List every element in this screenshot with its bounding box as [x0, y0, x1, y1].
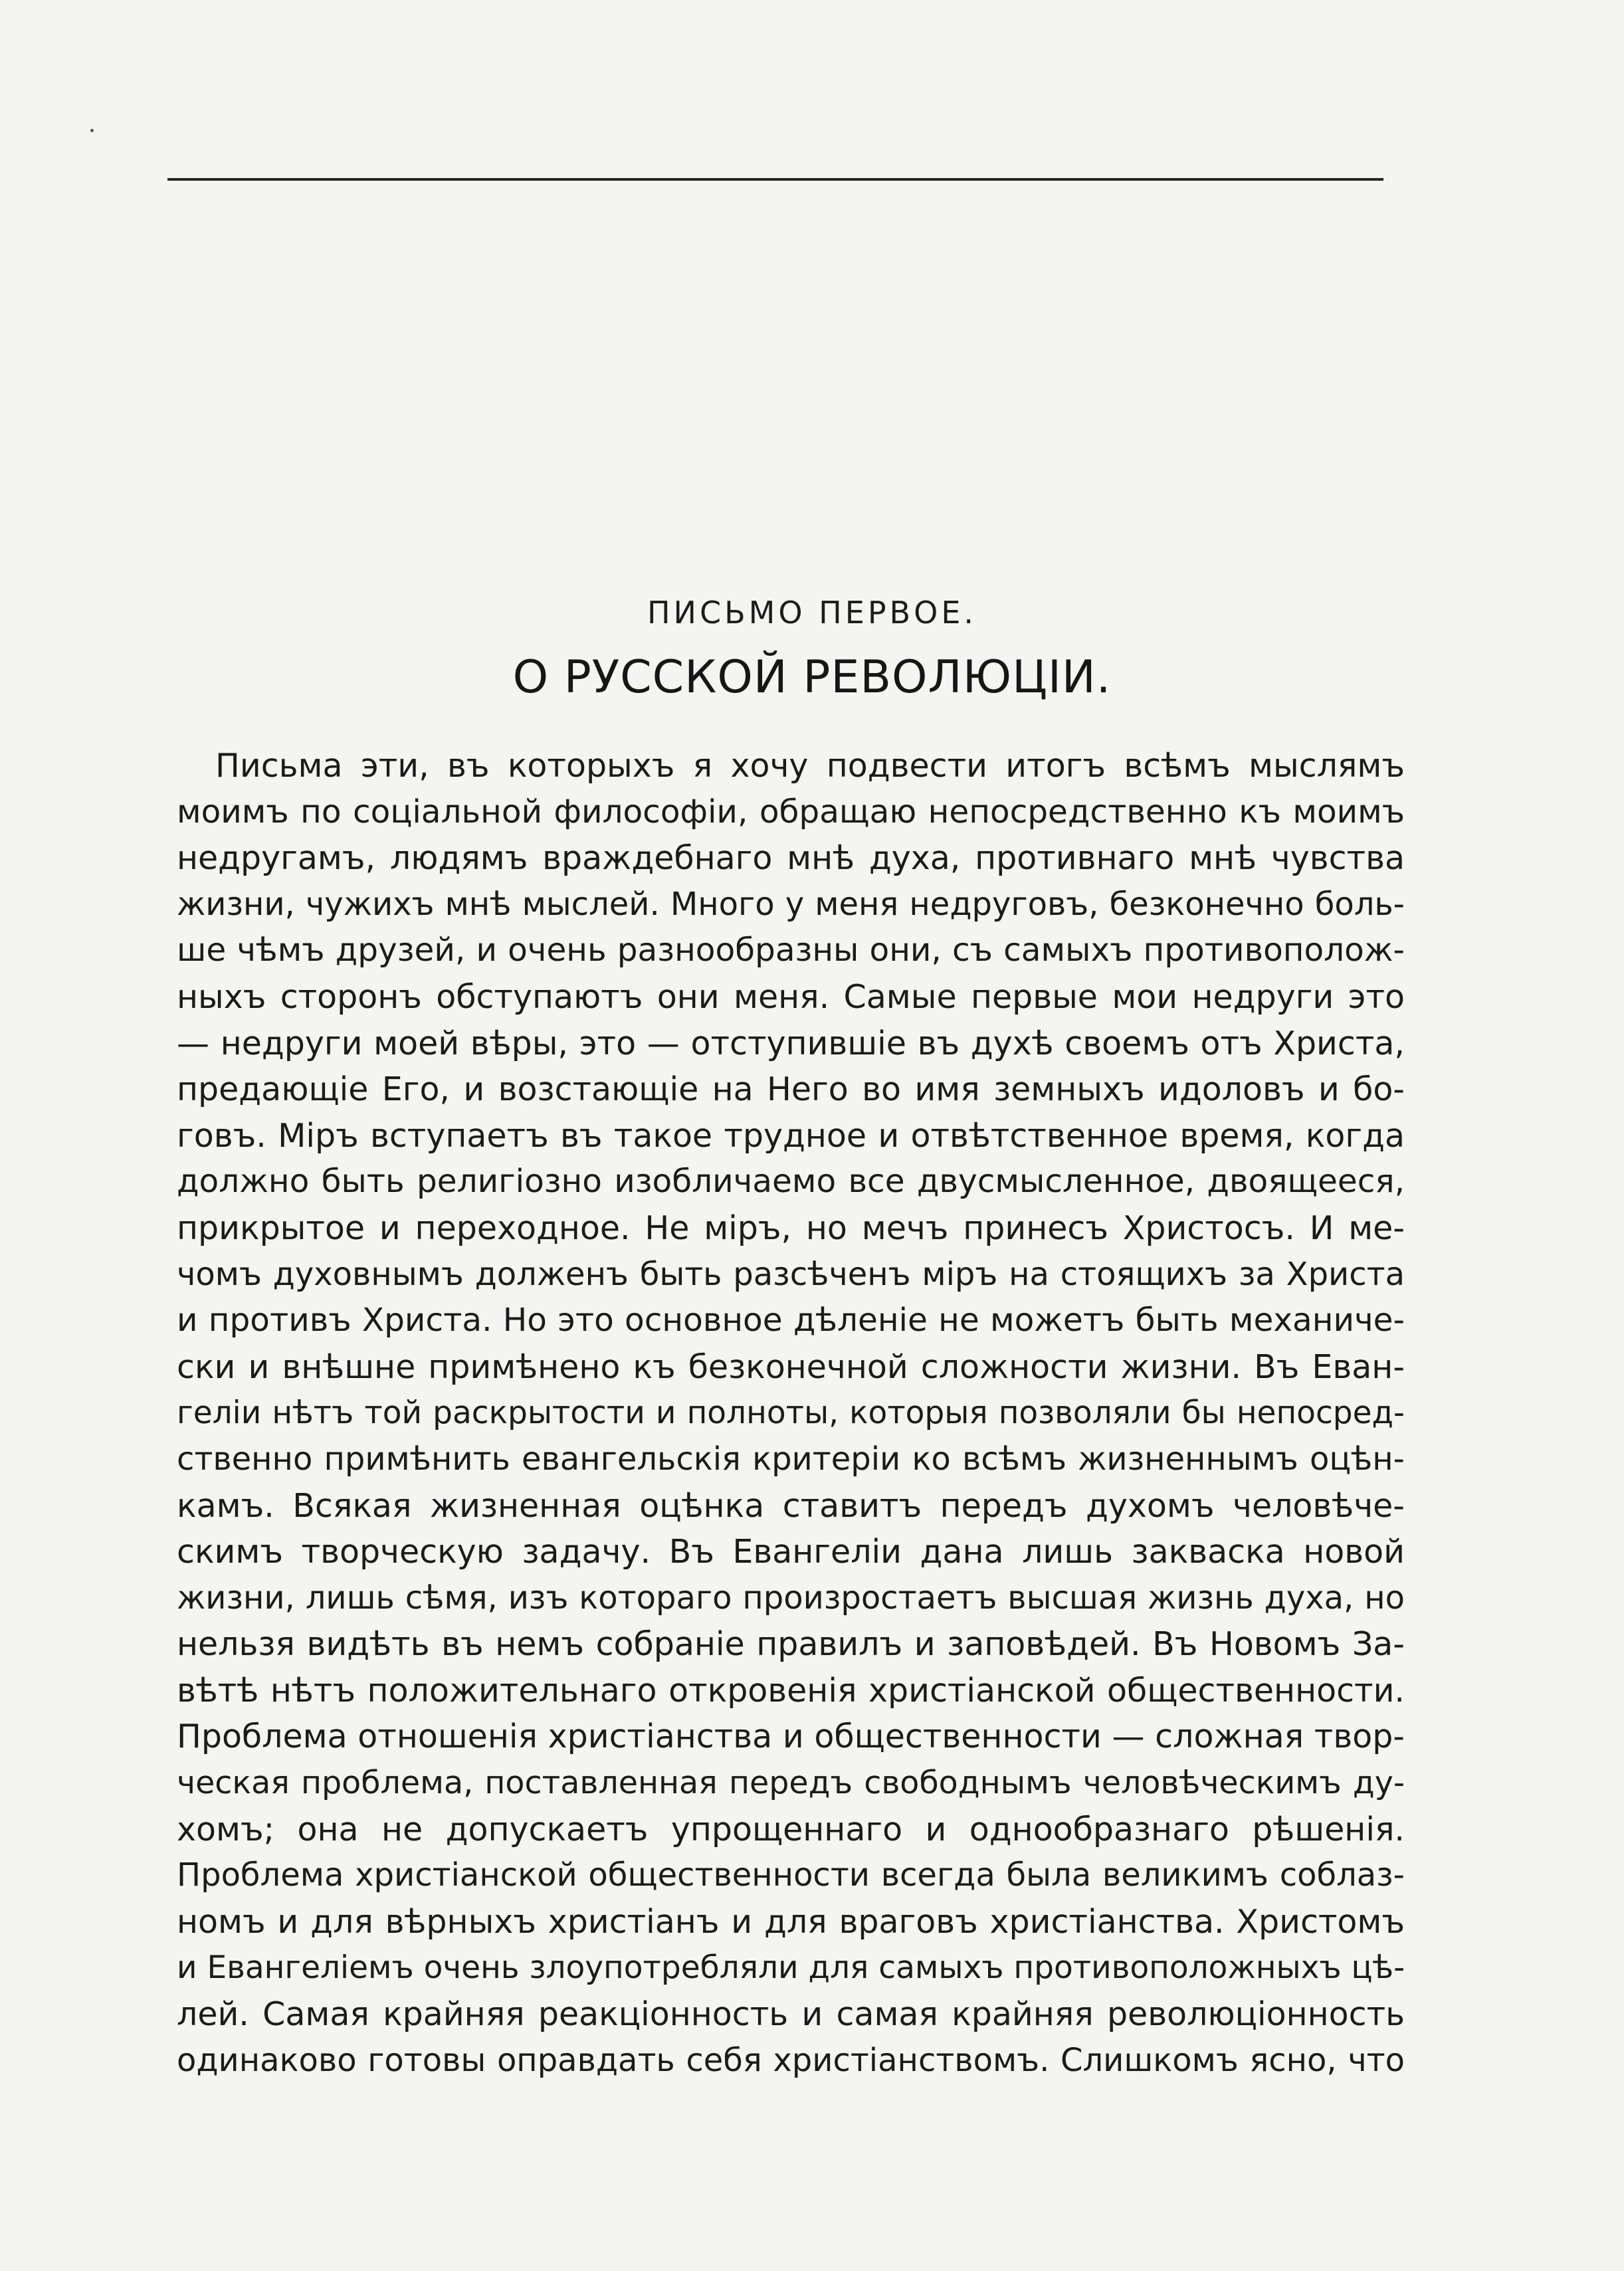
text-line: Проблема отношенія христіанства и общественности — сложная твор-: [177, 1718, 1405, 1756]
text-line: прикрытое и переходное. Не міръ, но мечъ принесъ Христосъ. И ме-: [177, 1209, 1405, 1247]
header-rule: [167, 178, 1383, 181]
text-line: номъ и для вѣрныхъ христіанъ и для враговъ христіанства. Христомъ: [177, 1902, 1405, 1941]
text-line: нельзя видѣть въ немъ собраніе правилъ и заповѣдей. Въ Новомъ За-: [177, 1625, 1405, 1664]
text-line: и противъ Христа. Но это основное дѣленіе не можетъ быть механиче-: [177, 1302, 1405, 1339]
text-line: моимъ по соціальной философіи, обращаю непосредственно къ моимъ: [177, 793, 1405, 831]
text-line: и Евангеліемъ очень злоупотребляли для самыхъ противоположныхъ цѣ-: [177, 1949, 1405, 1987]
letter-heading: ПИСЬМО ПЕРВОЕ.: [647, 595, 977, 631]
text-line: недругамъ, людямъ враждебнаго мнѣ духа, противнаго мнѣ чувства: [177, 839, 1405, 878]
text-line: ше чѣмъ друзей, и очень разнообразны они, съ самыхъ противополож-: [177, 932, 1405, 969]
text-line: жизни, чужихъ мнѣ мыслей. Много у меня недруговъ, безконечно боль-: [177, 885, 1405, 923]
text-line: говъ. Міръ вступаетъ въ такое трудное и отвѣтственное время, когда: [177, 1116, 1405, 1155]
text-line: хомъ; она не допускаетъ упрощеннаго и однообразнаго рѣшенія.: [177, 1810, 1405, 1848]
text-line: ныхъ сторонъ обступаютъ они меня. Самые первые мои недруги это: [177, 977, 1405, 1016]
text-line: чомъ духовнымъ долженъ быть разсѣченъ міръ на стоящихъ за Христа: [177, 1255, 1405, 1293]
text-line: — недруги моей вѣры, это — отступившіе въ духѣ своемъ отъ Христа,: [177, 1024, 1405, 1062]
text-line: вѣтѣ нѣтъ положительнаго откровенія христіанской общественности.: [177, 1671, 1405, 1710]
text-line: Письма эти, въ которыхъ я хочу подвести итогъ всѣмъ мыслямъ: [215, 747, 1405, 785]
page-title: О РУССКОЙ РЕВОЛЮЦІИ.: [512, 651, 1112, 704]
text-line: ственно примѣнить евангельскія критеріи ко всѣмъ жизненнымъ оцѣн-: [177, 1440, 1405, 1478]
text-line: жизни, лишь сѣмя, изъ котораго произростаетъ высшая жизнь духа, но: [177, 1579, 1405, 1617]
text-line: скимъ творческую задачу. Въ Евангеліи дана лишь закваска новой: [177, 1533, 1405, 1571]
text-line: геліи нѣтъ той раскрытости и полноты, которыя позволяли бы непосред-: [177, 1395, 1405, 1432]
text-line: одинаково готовы оправдать себя христіанствомъ. Слишкомъ ясно, что: [177, 2041, 1405, 2079]
text-line: должно быть религіозно изобличаемо все двусмысленное, двоящееся,: [177, 1163, 1405, 1201]
text-line: лей. Самая крайняя реакціонность и самая крайняя революціонность: [177, 1995, 1405, 2034]
text-line: Проблема христіанской общественности всегда была великимъ соблаз-: [177, 1856, 1405, 1894]
text-line: камъ. Всякая жизненная оцѣнка ставитъ передъ духомъ человѣче-: [177, 1486, 1405, 1525]
text-line: предающіе Его, и возстающіе на Него во имя земныхъ идоловъ и бо-: [177, 1070, 1405, 1109]
text-line: ческая проблема, поставленная передъ свободнымъ человѣческимъ ду-: [177, 1765, 1405, 1802]
ink-speck: [90, 129, 94, 132]
text-line: ски и внѣшне примѣнено къ безконечной сложности жизни. Въ Еван-: [177, 1347, 1405, 1386]
body-text: [177, 743, 1405, 2084]
